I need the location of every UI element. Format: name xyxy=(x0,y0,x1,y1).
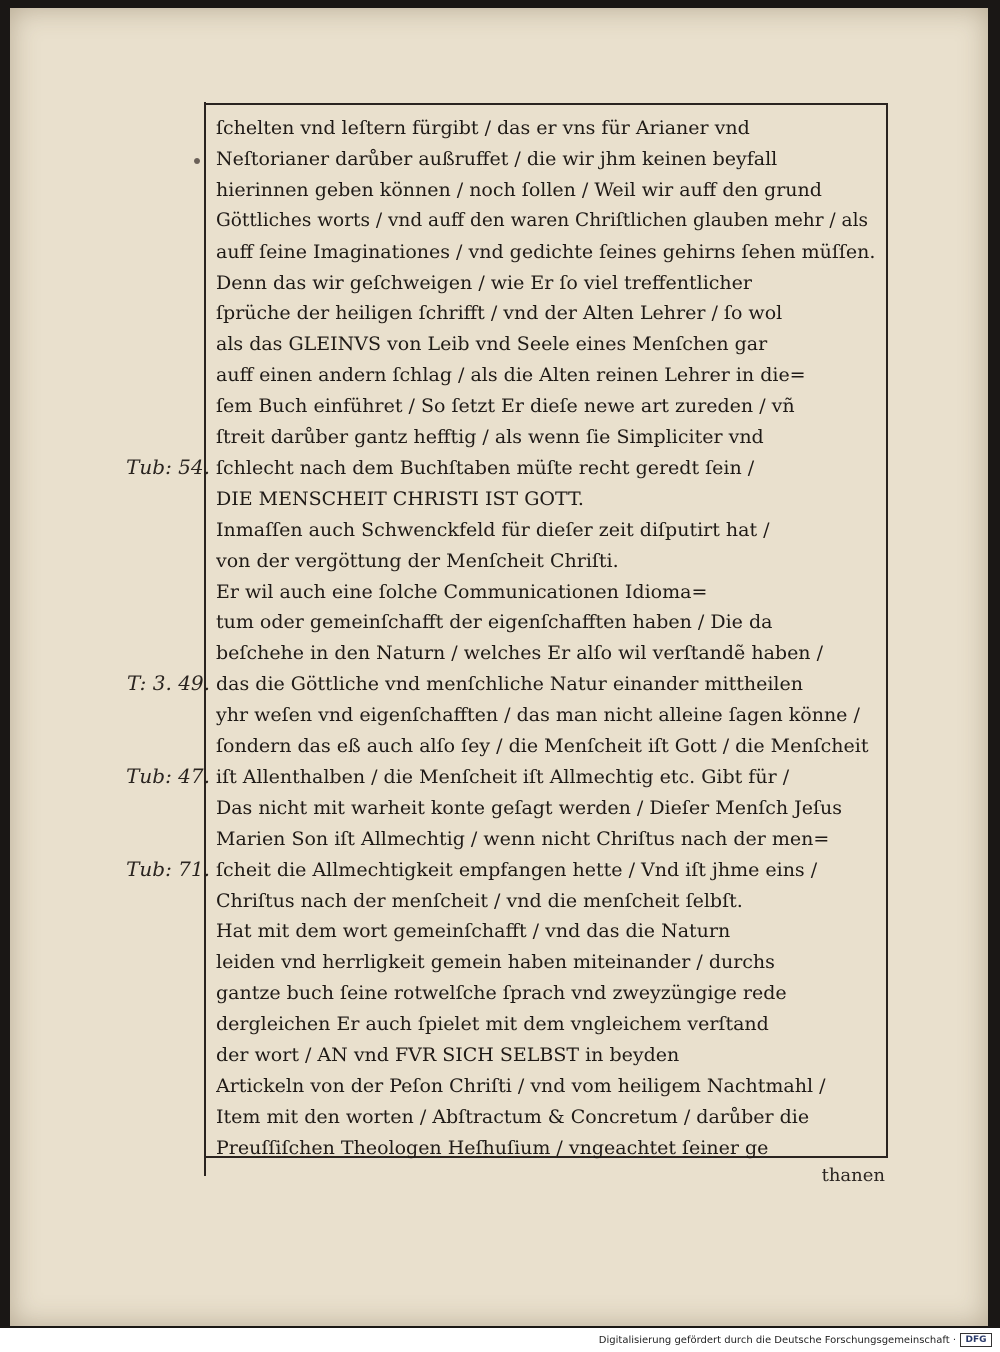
text-line: Preuſſiſchen Theologen Heſhuſium / vngeachtet ſeiner ge xyxy=(216,1136,769,1159)
text-line: Das nicht mit warheit konte geſagt werden / Dieſer Menſch Jeſus xyxy=(216,796,843,819)
margin-reference: T: 3. 49. xyxy=(127,671,210,696)
text-line: ſchelten vnd leſtern fürgibt / das er vns für Arianer vnd xyxy=(216,117,750,139)
frame-rule-top xyxy=(205,103,888,105)
margin-reference: Tub: 47. xyxy=(126,763,210,788)
text-line: Marien Son iſt Allmechtig / wenn nicht Chriſtus nach der men= xyxy=(216,827,830,850)
text-line: ſchlecht nach dem Buchſtaben müſte recht geredt ſein / xyxy=(216,456,755,479)
text-line: der wort / AN vnd FVR SICH SELBST in beyden xyxy=(216,1044,680,1066)
text-line: Neſtorianer darůber außruffet / die wir jhm keinen beyfall xyxy=(216,147,778,170)
text-line: leiden vnd herrligkeit gemein haben miteinander / durchs xyxy=(216,951,775,974)
text-line: auff einen andern ſchlag / als die Alten reinen Lehrer in die= xyxy=(216,364,806,387)
text-line: ſondern das eß auch alſo ſey / die Menſcheit iſt Gott / die Menſcheit xyxy=(216,735,869,757)
dfg-logo: DFG xyxy=(960,1333,992,1347)
ink-speck xyxy=(194,158,200,164)
text-line: hierinnen geben können / noch ſollen / Weil wir auff den grund xyxy=(216,178,822,201)
text-line: Er wil auch eine ſolche Communicationen Idioma= xyxy=(216,580,708,603)
text-line: iſt Allenthalben / die Menſcheit iſt Allmechtig etc. Gibt für / xyxy=(216,765,790,788)
text-line: DIE MENSCHEIT CHRISTI IST GOTT. xyxy=(216,487,584,510)
text-line: dergleichen Er auch ſpielet mit dem vngleichem verſtand xyxy=(216,1013,769,1036)
text-line: auff ſeine Imaginationes / vnd gedichte ſeines gehirns ſehen müſſen. xyxy=(216,240,876,263)
footer-bar xyxy=(0,1328,1000,1352)
text-line: yhr weſen vnd eigenſchafften / das man nicht alleine ſagen könne / xyxy=(216,704,860,727)
text-line: Hat mit dem wort gemeinſchafft / vnd das die Naturn xyxy=(216,920,731,943)
text-line: Göttliches worts / vnd auff den waren Chriſtlichen glauben mehr / als xyxy=(216,209,868,231)
frame-rule-left xyxy=(204,102,206,1176)
text-line: Inmaſſen auch Schwenckfeld für dieſer zeit diſputirt hat / xyxy=(216,518,770,541)
margin-reference: Tub: 71. xyxy=(126,856,210,881)
text-line: ſem Buch einführet / So ſetzt Er dieſe newe art zureden / vñ xyxy=(216,395,795,418)
margin-reference: Tub: 54. xyxy=(126,454,210,479)
text-line: gantze buch ſeine rotwelſche ſprach vnd zweyzüngige rede xyxy=(216,982,787,1005)
text-line: Chriſtus nach der menſcheit / vnd die menſcheit ſelbſt. xyxy=(216,889,743,912)
text-line: tum oder gemeinſchafft der eigenſchafften haben / Die da xyxy=(216,611,773,634)
text-line: das die Göttliche vnd menſchliche Natur einander mittheilen xyxy=(216,673,803,696)
text-line: Denn das wir geſchweigen / wie Er ſo viel treffentlicher xyxy=(216,271,752,294)
text-line: ſprüche der heiligen ſchrifft / vnd der Alten Lehrer / ſo wol xyxy=(216,302,783,325)
footer-credit: Digitalisierung gefördert durch die Deutsche Forschungsgemeinschaft · xyxy=(598,1335,956,1346)
text-line: beſchehe in den Naturn / welches Er alſo wil verſtandẽ haben / xyxy=(216,642,823,665)
text-line: ſtreit darůber gantz hefftig / als wenn ſie Simpliciter vnd xyxy=(216,426,764,448)
text-line: als das GLEINVS von Leib vnd Seele eines Menſchen gar xyxy=(216,333,768,356)
catchword: thanen xyxy=(821,1165,885,1186)
text-line: Item mit den worten / Abſtractum & Concretum / darůber die xyxy=(216,1105,810,1128)
frame-rule-right xyxy=(886,103,888,1158)
text-line: von der vergöttung der Menſcheit Chriſti. xyxy=(216,549,619,572)
text-line: Artickeln von der Peſon Chriſti / vnd vom heiligem Nachtmahl / xyxy=(216,1074,826,1097)
text-line: ſcheit die Allmechtigkeit empfangen hette / Vnd iſt jhme eins / xyxy=(216,858,818,881)
